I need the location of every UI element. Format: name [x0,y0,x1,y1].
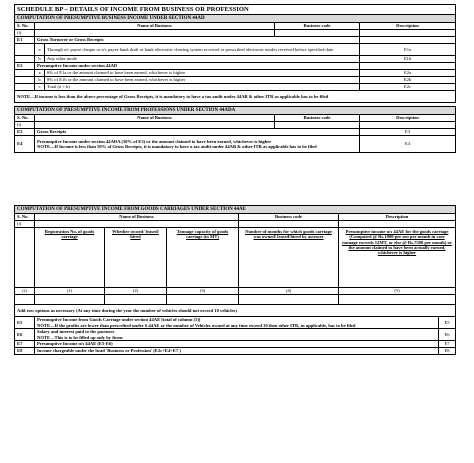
business-code-input[interactable] [275,30,360,37]
business-code-input[interactable] [275,122,360,129]
section-44ae-heading: COMPUTATION OF PRESUMPTIVE INCOME FROM GOODS CARRIAGES UNDER SECTION 44AE [15,206,456,214]
business-name-input[interactable] [35,122,275,129]
section-44ae-table [14,205,456,355]
e7-label: Presumptive Income u/s 44AE (E5-E6) [35,341,439,348]
tonnage-input[interactable] [167,295,239,305]
e6-field[interactable]: E6 [439,329,456,341]
col-desc-header: Description [339,214,456,221]
e1a-label: Through a/c payee cheque or a/c payee bank draft or bank electronic clearing system received or prescribed electronic modes received before specified date [45,44,360,56]
col-number-2: (2) [105,288,167,295]
col-registration-header: Registration No. of goods carriage [35,228,105,288]
e3-code: E3 [15,129,35,136]
e1a-blank [15,44,35,56]
e2-blank [360,63,456,70]
e2c-label: Total (a + b) [45,84,360,91]
col-desc-header: Description [360,23,456,30]
section-spacer [14,153,455,205]
col-sno-header: S. No. [15,23,35,30]
note-44ada: NOTE—If Income is less than 50% of Gross Receipts, it is mandatory to have a tax audit under 44AB & other ITR as applicable has to be filed [37,144,317,149]
description-input[interactable] [339,221,456,228]
e5-field[interactable]: E5 [439,317,456,329]
e4-field[interactable]: E4 [360,136,456,153]
e2b-label: 8% of E1b or the amount claimed to have been earned, whichever is higher [45,77,360,84]
e2c-letter: c [35,84,45,91]
e1-label: Gross Turnover or Gross Receipts [35,37,360,44]
row-i-label: (i) [15,30,35,37]
e3-label: Gross Receipts [35,129,360,136]
note-firms: NOTE – This is to be filled up only by firms [37,334,123,340]
row-i-label: (i) [15,122,35,129]
e5-cell [35,317,439,329]
e8-code: E8 [15,348,35,355]
e5-label: Presumptive Income from Goods Carriage under section 44AE [total of column (5)] [37,317,201,323]
e7-field[interactable]: E7 [439,341,456,348]
row-i-label: (i) [15,221,35,228]
col-code-header: Business code [275,23,360,30]
e4-code: E4 [15,136,35,153]
e2-label: Presumptive Income under section 44AD [35,63,360,70]
section-44ad-table [14,4,456,103]
col-code-header: Business code [275,115,360,122]
section-44ad-heading: COMPUTATION OF PRESUMPTIVE BUSINESS INCOME UNDER SECTION 44AD [15,15,456,23]
e2c-blank [15,84,35,91]
col-desc-header: Description [360,115,456,122]
col-name-header: Name of Business [35,115,275,122]
col-presumptive-header: Presumptive income u/s 44AE for the goods carriage (Computed @ Rs.1000 per ton per month in case tonnage exceeds 12MT, or else @ Rs.7500 per month) or the amount claimed to have been actually earned, whichever is higher [339,228,456,288]
sno-blank [15,228,35,288]
note-44ad: NOTE—If income is less than the above percentage of Gross Receipts, it is mandatory to have a tax audit under 44AB & other ITR as applicable has to be filed [15,91,456,103]
e5-code: E5 [15,317,35,329]
business-code-input[interactable] [239,221,339,228]
col-number-3: (3) [167,288,239,295]
col-name-header: Name of Business [35,23,275,30]
e2-code: E2 [15,63,35,70]
col-number-4: (4) [239,288,339,295]
col-owned-header: Whether owned/ leased/ hired [105,228,167,288]
schedule-title: SCHEDULE BP – DETAILS OF INCOME FROM BUSINESS OR PROFESSION [15,5,456,15]
e2a-label: 6% of E1a or the amount claimed to have been earned, whichever is higher [45,70,360,77]
e8-field[interactable]: E8 [439,348,456,355]
col-number-i: (i) [15,288,35,295]
e2b-blank [15,77,35,84]
presumptive-input[interactable] [339,295,456,305]
col-name-header: Name of Business [35,214,239,221]
e2a-blank [15,70,35,77]
col-sno-header: S. No. [15,115,35,122]
e8-label: Income chargeable under the head 'Business or Profession' (E2c+E4+E7 ) [35,348,439,355]
owned-input[interactable] [105,295,167,305]
months-input[interactable] [239,295,339,305]
description-input[interactable] [360,122,456,129]
business-name-input[interactable] [35,30,275,37]
e6-cell [35,329,439,341]
e1b-field[interactable]: E1b [360,56,456,63]
section-44ada-table [14,106,456,153]
e6-code: E6 [15,329,35,341]
schedule-bp-form [14,4,455,355]
e2b-field[interactable]: E2b [360,77,456,84]
description-input[interactable] [360,30,456,37]
e2b-letter: b [35,77,45,84]
e4-label: Presumptive Income under section 44ADA (50% of E3) or the amount claimed to have been earned, whichever is higher [37,138,272,144]
section-44ada-heading: COMPUTATION OF PRESUMPTIVE INCOME FROM PROFESSIONS UNDER SECTION 44ADA [15,107,456,115]
e1-code: E1 [15,37,35,44]
e1a-field[interactable]: E1a [360,44,456,56]
e1b-letter: b [35,56,45,63]
note-44ae: NOTE—If the profits are lower than prescribed under S.44AE or the number of Vehicles owned at any time exceed 10 then other ITR, as applicable, has to be filed [37,322,356,328]
vehicle-row-sno [15,295,35,305]
e3-field[interactable]: E3 [360,129,456,136]
col-number-5: (5) [339,288,456,295]
e7-code: E7 [15,341,35,348]
e6-label: Salary and interest paid to the partners [37,329,115,335]
e4-cell [35,136,360,153]
e1a-letter: a [35,44,45,56]
col-tonnage-header: Tonnage capacity of goods carriage (in MT) [167,228,239,288]
registration-input[interactable] [35,295,105,305]
col-code-header: Business code [239,214,339,221]
e1b-blank [15,56,35,63]
e2c-field[interactable]: E2c [360,84,456,91]
col-number-1: (1) [35,288,105,295]
e2a-field[interactable]: E2a [360,70,456,77]
e1-blank [360,37,456,44]
col-months-header: Number of months for which goods carriage was owned/ leased/hired by assessee [239,228,339,288]
add-rows-note: Add row options as necessary (At any time during the year the number of vehicles should not exceed 10 vehicles) [15,305,456,317]
e1b-label: Any other mode [45,56,360,63]
e2a-letter: a [35,70,45,77]
business-name-input[interactable] [35,221,239,228]
col-sno-header: S. No. [15,214,35,221]
